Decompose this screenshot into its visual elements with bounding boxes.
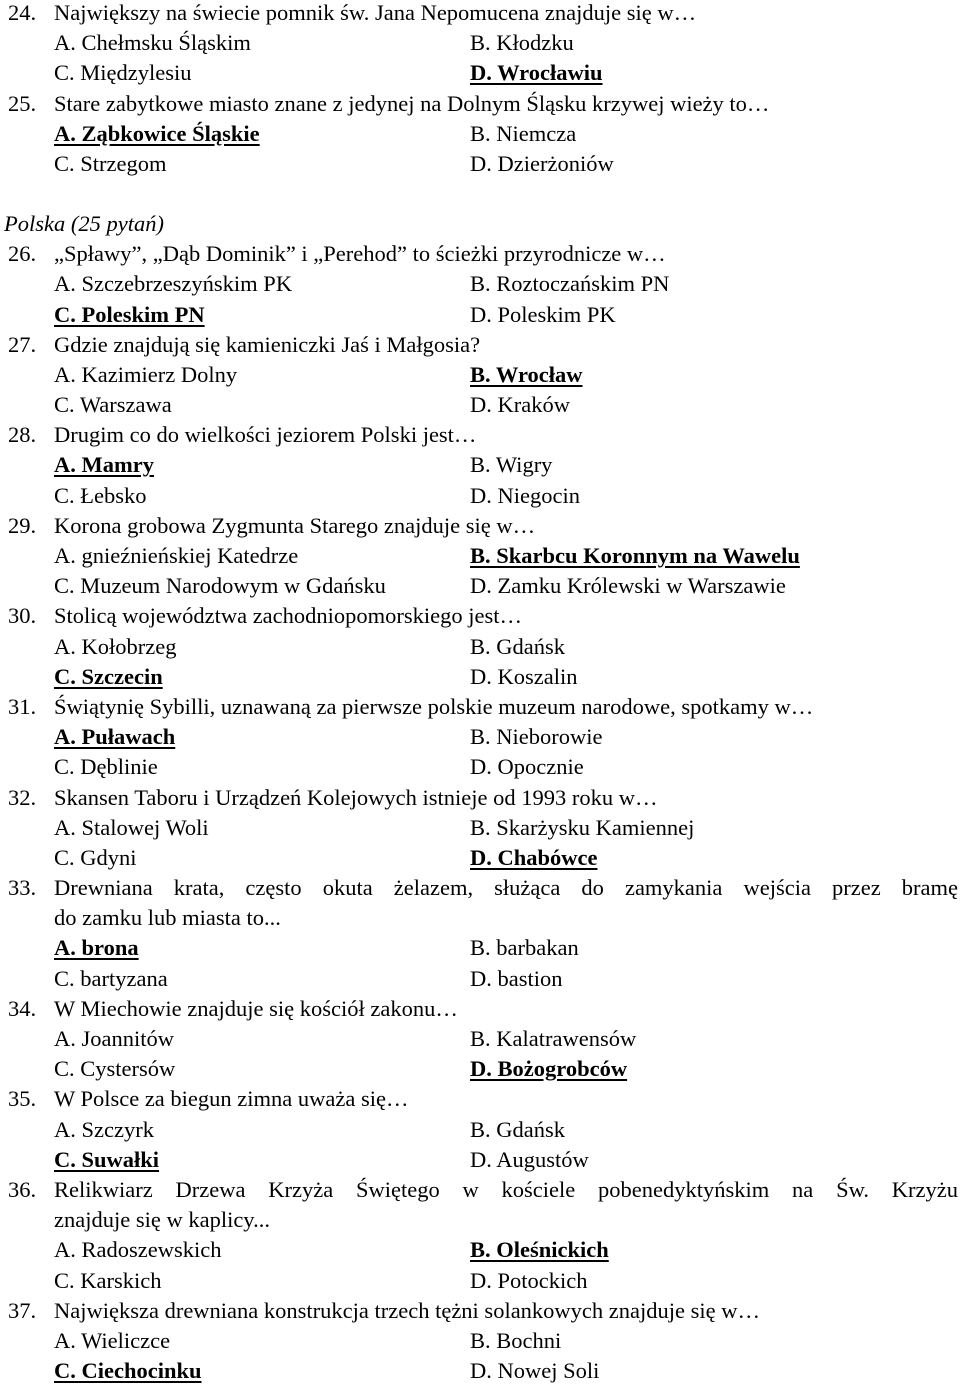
question-33 [0,873,960,994]
question-34 [0,994,960,1085]
question-line [0,1084,960,1114]
answer-option-c-correct: C. Ciechocinku [54,1358,202,1384]
question-36 [0,1175,960,1296]
question-text: znajduje się w kaplicy... [54,1207,270,1233]
answer-option-a: A. Chełmsku Śląskim [54,30,251,56]
answer-option-b: B. Wigry [470,452,553,478]
answer-option-c: C. bartyzana [54,965,168,991]
answer-option-a: A. Radoszewskich [54,1237,222,1263]
question-text: Największa drewniana konstrukcja trzech tężni solankowych znajduje się w… [54,1297,760,1323]
question-number: 30. [8,603,37,629]
question-text: „Spławy”, „Dąb Dominik” i „Perehod” to ścieżki przyrodnicze w… [54,241,666,267]
question-number: 35. [8,1086,37,1112]
answer-option-a: A. Szczebrzeszyńskim PK [54,271,293,297]
question-number: 25. [8,90,37,116]
answer-option-a: A. Kazimierz Dolny [54,361,238,387]
answer-option-c: C. Międzylesiu [54,60,192,86]
question-line [0,1296,960,1326]
question-text: Stare zabytkowe miasto znane z jedynej na Dolnym Śląsku krzywej wieży to… [54,90,770,116]
answer-row [0,813,960,843]
answer-option-d: D. Poleskim PK [470,301,616,327]
answer-option-d: D. Nowej Soli [470,1358,600,1384]
answer-row [0,1356,960,1386]
question-text: Drewniana krata, często okuta żelazem, służąca do zamykania wejścia przez bramę [54,875,958,901]
answer-option-b: B. Roztoczańskim PN [470,271,670,297]
answer-option-c-correct: C. Suwałki [54,1146,160,1172]
question-text: Drugim co do wielkości jeziorem Polski jest… [54,422,477,448]
answer-row [0,390,960,420]
answer-option-a: A. Stalowej Woli [54,814,209,840]
question-text: W Polsce za biegun zimna uważa się… [54,1086,409,1112]
question-32 [0,783,960,874]
answer-row [0,450,960,480]
answer-option-b: B. Niemcza [470,120,577,146]
answer-option-b: B. Gdańsk [470,633,565,659]
answer-row [0,28,960,58]
answer-option-a: A. gnieźnieńskiej Katedrze [54,543,299,568]
answer-option-c: C. Łebsko [54,482,147,508]
question-text: do zamku lub miasta to... [54,905,281,931]
question-37 [0,1296,960,1387]
question-line [0,783,960,813]
answer-row [0,1054,960,1084]
question-number: 28. [8,422,37,448]
question-number: 31. [8,693,37,719]
question-line [0,873,960,903]
question-27 [0,330,960,421]
answer-option-c: C. Cystersów [54,1056,176,1082]
answer-option-a-correct: A. brona [54,935,139,961]
answer-option-a: A. Kołobrzeg [54,633,177,659]
answer-option-c: C. Strzegom [54,150,167,176]
question-28 [0,420,960,511]
question-line [0,1205,960,1235]
answer-row [0,964,960,994]
question-line [0,994,960,1024]
answer-row [0,662,960,692]
question-number: 34. [8,995,37,1021]
answer-option-a: A. Wieliczce [54,1327,171,1353]
answer-option-d: D. Potockich [470,1267,588,1293]
question-text: Świątynię Sybilli, uznawaną za pierwsze polskie muzeum narodowe, spotkamy w… [54,693,814,719]
answer-option-a-correct: A. Mamry [54,452,154,478]
question-number: 26. [8,241,37,267]
answer-option-d: D. bastion [470,965,563,991]
answer-row [0,1326,960,1356]
question-line [0,239,960,269]
question-line [0,420,960,450]
question-number: 36. [8,1176,37,1202]
answer-row [0,571,960,601]
answer-option-b: B. Gdańsk [470,1116,565,1142]
answer-option-d: D. Koszalin [470,663,578,689]
question-number: 32. [8,784,37,810]
question-25 [0,89,960,180]
question-text: Skansen Taboru i Urządzeń Kolejowych istnieje od 1993 roku w… [54,784,658,810]
answer-row [0,360,960,390]
answer-row [0,1024,960,1054]
answer-option-a: A. Joannitów [54,1026,174,1051]
answer-option-b-correct: B. Skarbcu Koronnym na Wawelu [470,543,800,568]
answer-row [0,933,960,963]
section-header-row [0,179,960,239]
question-text: Korona grobowa Zygmunta Starego znajduje się w… [54,512,536,538]
question-number: 33. [8,875,37,901]
answer-option-d-correct: D. Wrocławiu [470,60,603,86]
question-line [0,0,960,28]
answer-row [0,632,960,662]
answer-row [0,119,960,149]
answer-option-b: B. Skarżysku Kamiennej [470,814,695,840]
answer-row [0,752,960,782]
question-text: Największy na świecie pomnik św. Jana Nepomucena znajduje się w… [54,0,697,25]
question-30 [0,601,960,692]
answer-option-a: A. Szczyrk [54,1116,154,1142]
answer-option-c: C. Dęblinie [54,754,158,780]
answer-row [0,1115,960,1145]
answer-option-a-correct: A. Puławach [54,724,176,750]
question-text: W Miechowie znajduje się kościół zakonu… [54,995,458,1021]
answer-row [0,541,960,571]
question-line [0,1175,960,1205]
answer-option-b: B. Kalatrawensów [470,1026,637,1051]
answer-row [0,58,960,88]
answer-row [0,1145,960,1175]
question-line [0,89,960,119]
answer-option-b: B. barbakan [470,935,579,961]
question-text: Stolicą województwa zachodniopomorskiego jest… [54,603,523,629]
answer-option-b-correct: B. Oleśnickich [470,1237,609,1263]
answer-option-d: D. Opocznie [470,754,584,780]
answer-row [0,1235,960,1265]
question-line [0,601,960,631]
answer-row [0,722,960,752]
answer-option-b: B. Bochni [470,1327,562,1353]
question-number: 24. [8,0,37,25]
question-24 [0,0,960,89]
question-35 [0,1084,960,1175]
question-line [0,511,960,541]
answer-row [0,149,960,179]
answer-option-d-correct: D. Bożogrobców [470,1056,628,1082]
answer-row [0,269,960,299]
question-number: 27. [8,331,37,357]
question-31 [0,692,960,783]
question-line [0,330,960,360]
question-number: 29. [8,512,37,538]
answer-row [0,481,960,511]
answer-option-d: D. Kraków [470,392,570,418]
answer-option-b: B. Kłodzku [470,30,574,56]
question-text: Gdzie znajdują się kamieniczki Jaś i Małgosia? [54,331,481,357]
answer-option-d: D. Dzierżoniów [470,150,614,176]
question-line [0,903,960,933]
question-number: 37. [8,1297,37,1323]
answer-option-c: C. Karskich [54,1267,162,1293]
answer-option-d: D. Niegocin [470,482,580,508]
answer-option-d: D. Zamku Królewski w Warszawie [470,573,786,599]
question-text: Relikwiarz Drzewa Krzyża Świętego w kościele pobenedyktyńskim na Św. Krzyżu [54,1176,958,1202]
answer-option-d: D. Augustów [470,1146,589,1172]
answer-row [0,843,960,873]
answer-option-b-correct: B. Wrocław [470,361,583,387]
question-line [0,692,960,722]
answer-option-d-correct: D. Chabówce [470,844,598,870]
answer-row [0,300,960,330]
question-26 [0,239,960,330]
section-title: Polska (25 pytań) [4,211,164,237]
question-29 [0,511,960,602]
answer-option-a-correct: A. Ząbkowice Śląskie [54,120,260,146]
answer-option-c: C. Muzeum Narodowym w Gdańsku [54,573,386,599]
answer-option-c-correct: C. Szczecin [54,663,163,689]
answer-option-c: C. Gdyni [54,844,137,870]
answer-option-c: C. Warszawa [54,392,172,418]
answer-row [0,1266,960,1296]
answer-option-b: B. Nieborowie [470,724,603,750]
answer-option-c-correct: C. Poleskim PN [54,301,205,327]
